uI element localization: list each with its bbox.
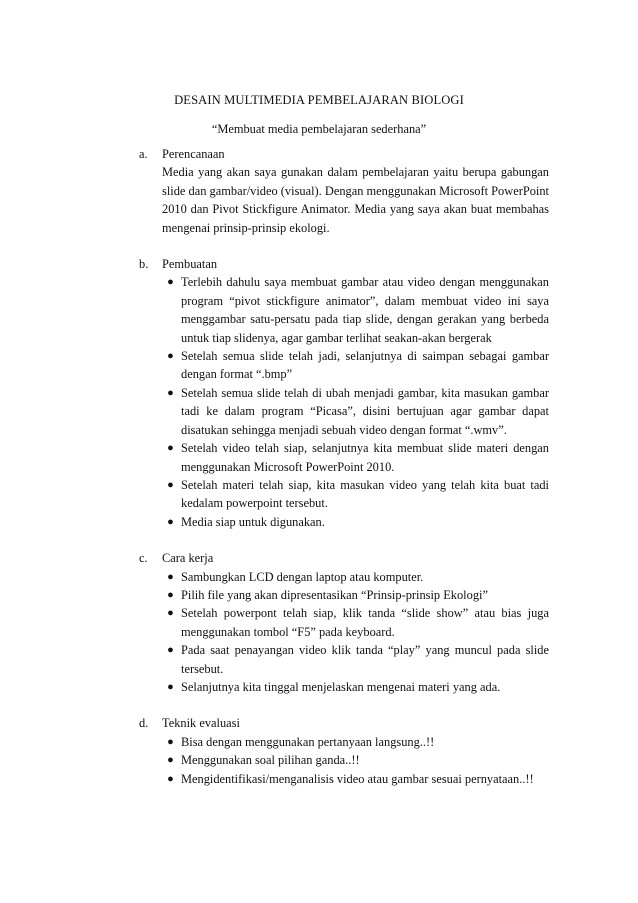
section-heading: Teknik evaluasi	[162, 716, 240, 731]
section-header	[139, 255, 549, 273]
list-item	[162, 273, 549, 347]
section	[139, 255, 549, 531]
list-item-text: Setelah semua slide telah di ubah menjadi gambar, kita masukan gambar tadi ke dalam program “Picasa”, disini bertujuan agar gambar dapat disatukan sehingga menjadi sebuah video dengan format “.wmv”.	[181, 385, 549, 437]
list-item	[162, 733, 549, 751]
list-item	[162, 770, 549, 788]
bullet-icon: ●	[167, 772, 174, 785]
section	[139, 714, 549, 788]
list-item-text: Setelah semua slide telah jadi, selanjutnya di saimpan sebagai gambar dengan format “.bmp”	[181, 349, 549, 382]
list-item	[162, 751, 549, 769]
list-item-text: Mengidentifikasi/menganalisis video atau gambar sesuai pernyataan..!!	[181, 771, 534, 786]
section-header	[139, 549, 549, 567]
section-heading: Cara kerja	[162, 551, 214, 566]
bullet-icon: ●	[167, 754, 174, 767]
document-subtitle: “Membuat media pembelajaran sederhana”	[211, 122, 427, 136]
list-item	[162, 439, 549, 476]
section	[139, 145, 549, 237]
list-item-text: Setelah powerpont telah siap, klik tanda “slide show” atau bias juga menggunakan tombol “F5” pada keyboard.	[181, 606, 549, 639]
section-letter: b.	[139, 257, 149, 272]
list-item-text: Pada saat penayangan video klik tanda “play” yang muncul pada slide tersebut.	[181, 643, 549, 676]
list-item-text: Media siap untuk digunakan.	[181, 514, 325, 529]
bullet-icon: ●	[167, 735, 174, 748]
list-item-text: Selanjutnya kita tinggal menjelaskan mengenai materi yang ada.	[181, 679, 501, 694]
bullet-list	[139, 733, 549, 788]
section-paragraph: Media yang akan saya gunakan dalam pembelajaran yaitu berupa gabungan slide dan gambar/video (visual). Dengan menggunakan Microsoft PowerPoint 2010 dan Pivot Stickfigure Animator. Media yang saya akan buat membahas mengenai prinsip-prinsip ekologi.	[162, 165, 549, 235]
bullet-icon: ●	[167, 680, 174, 693]
list-item-text: Setelah video telah siap, selanjutnya kita membuat slide materi dengan menggunakan Microsoft PowerPoint 2010.	[181, 441, 549, 474]
list-item	[162, 347, 549, 384]
list-item	[162, 476, 549, 513]
bullet-list	[139, 568, 549, 697]
list-item	[162, 586, 549, 604]
document-title: DESAIN MULTIMEDIA PEMBELAJARAN BIOLOGI	[174, 93, 464, 107]
list-item-text: Setelah materi telah siap, kita masukan video yang telah kita buat tadi kedalam powerpoint tersebut.	[181, 477, 549, 511]
list-item	[162, 678, 549, 696]
bullet-icon: ●	[167, 570, 174, 583]
list-item	[162, 641, 549, 678]
list-item-text: Pilih file yang akan dipresentasikan “Prinsip-prinsip Ekologi”	[181, 587, 488, 602]
section-letter: a.	[139, 147, 148, 161]
bullet-icon: ●	[167, 588, 174, 601]
section-letter: d.	[139, 716, 149, 731]
section	[139, 549, 549, 696]
bullet-icon: ●	[167, 644, 174, 657]
list-item	[162, 568, 549, 586]
bullet-icon: ●	[167, 276, 174, 289]
bullet-icon: ●	[167, 607, 174, 620]
list-item-text: Menggunakan soal pilihan ganda..!!	[181, 753, 360, 768]
list-item	[162, 384, 549, 439]
section-heading: Pembuatan	[162, 257, 218, 272]
section-letter: c.	[139, 551, 148, 566]
list-item	[162, 604, 549, 641]
list-item-text: Terlebih dahulu saya membuat gambar atau video dengan menggunakan program “pivot stickfigure animator”, dalam membuat video ini saya menggambar satu-persatu pada tiap slide, dengan gerakan yang berbeda untuk tiap slidenya, agar gambar terlihat seakan-akan bergerak	[181, 275, 549, 345]
list-item-text: Bisa dengan menggunakan pertanyaan langsung..!!	[181, 734, 435, 749]
bullet-icon: ●	[167, 350, 174, 363]
list-item-text: Sambungkan LCD dengan laptop atau komputer.	[181, 569, 424, 584]
bullet-icon: ●	[167, 442, 174, 455]
bullet-icon: ●	[167, 515, 174, 528]
bullet-list	[139, 273, 549, 531]
section-header	[139, 714, 549, 732]
bullet-icon: ●	[167, 386, 174, 399]
section-header	[139, 145, 549, 163]
bullet-icon: ●	[167, 478, 174, 491]
sections-container	[139, 145, 549, 806]
section-heading: Perencanaan	[162, 147, 225, 161]
list-item	[162, 513, 549, 531]
